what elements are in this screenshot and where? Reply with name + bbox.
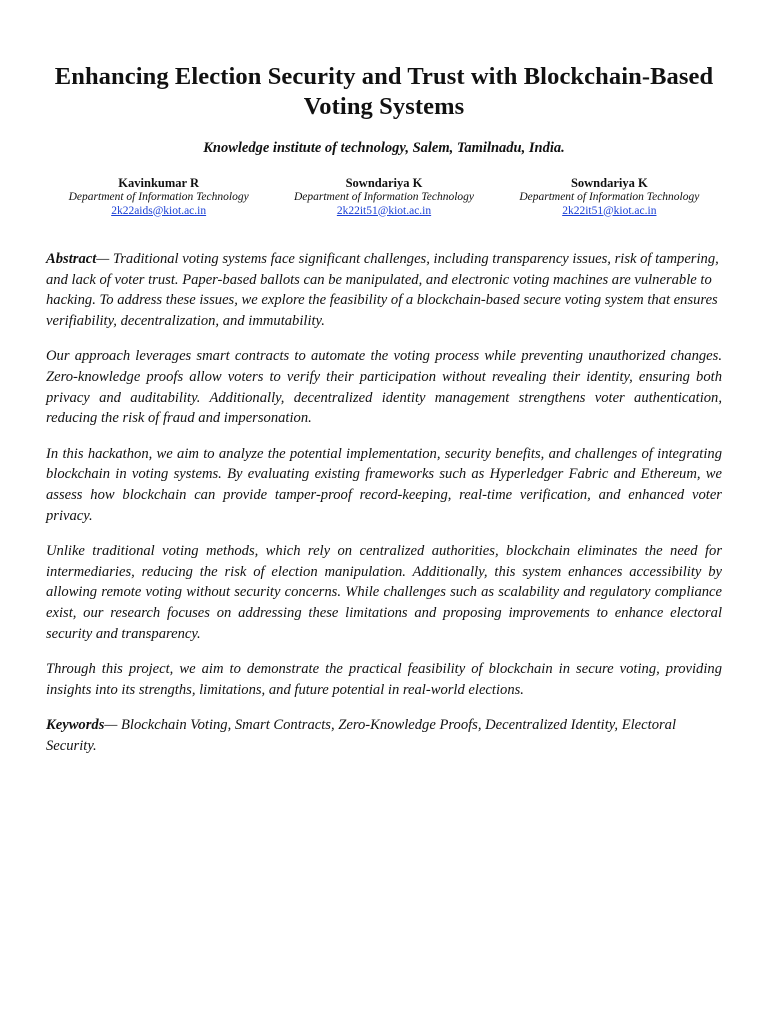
keywords-dash: — (104, 717, 121, 734)
paper-body (46, 249, 722, 756)
author-block-2 (271, 176, 496, 218)
affiliation: Knowledge institute of technology, Salem, Tamilnadu, India. (203, 140, 565, 156)
author-department: Department of Information Technology (68, 191, 249, 203)
body-paragraph-2: In this hackathon, we aim to analyze the potential implementation, security benefits, and challenges of integrating blockchain in voting systems. By evaluating existing frameworks such as Hyperledger Fabric and Ethereum, we assess how blockchain can provide tamper-proof record-keeping, real-time verification, and enhanced voter privacy. (46, 445, 722, 524)
author-department: Department of Information Technology (293, 191, 475, 203)
body-paragraph-1: Our approach leverages smart contracts to automate the voting process while preventing unauthorized changes. Zero-knowledge proofs allow voters to verify their participation without revealing their identity, ensuring both privacy and auditability. Additionally, decentralized identity management strengthens voter authentication, reducing the risk of fraud and impersonation. (46, 348, 722, 427)
author-email-link[interactable]: 2k22aids@kiot.ac.in (111, 204, 207, 217)
author-block-3 (497, 176, 722, 218)
paper-title: Enhancing Election Security and Trust with Blockchain-Based Voting Systems (54, 63, 714, 120)
keywords-label: Keywords (46, 717, 105, 734)
author-name: Kavinkumar R (118, 176, 199, 190)
abstract-dash: — (96, 251, 113, 267)
author-list (46, 176, 722, 218)
abstract-text: Traditional voting systems face significant challenges, including transparency issues, risk of tampering, and lack of voter trust. Paper-based ballots can be manipulated, and electronic voting machines are vulnerable to hacking. To address these issues, we explore the feasibility of a blockchain-based secure voting system that ensures verifiability, decentralization, and immutability. (46, 251, 719, 329)
author-name: Sowndariya K (345, 176, 423, 190)
author-department: Department of Information Technology (519, 191, 700, 203)
keywords-paragraph (46, 715, 722, 756)
abstract-paragraph (46, 249, 722, 331)
body-paragraph-4: Through this project, we aim to demonstrate the practical feasibility of blockchain in secure voting, providing insights into its strengths, limitations, and future potential in real-world elections. (46, 661, 722, 698)
author-name: Sowndariya K (570, 176, 648, 190)
abstract-label: Abstract (46, 251, 97, 267)
keywords-text: Blockchain Voting, Smart Contracts, Zero-Knowledge Proofs, Decentralized Identity, Electoral Security. (46, 717, 677, 754)
author-email-link[interactable]: 2k22it51@kiot.ac.in (562, 204, 657, 217)
body-paragraph-3: Unlike traditional voting methods, which rely on centralized authorities, blockchain eliminates the need for intermediaries, reducing the risk of election manipulation. Additionally, this system enhances accessibility by allowing remote voting without security concerns. While challenges such as scalability and regulatory compliance exist, our research focuses on addressing these limitations and proposing improvements to enhance electoral security and transparency. (46, 543, 722, 642)
author-block-1 (46, 176, 271, 218)
author-email-link[interactable]: 2k22it51@kiot.ac.in (336, 204, 432, 217)
